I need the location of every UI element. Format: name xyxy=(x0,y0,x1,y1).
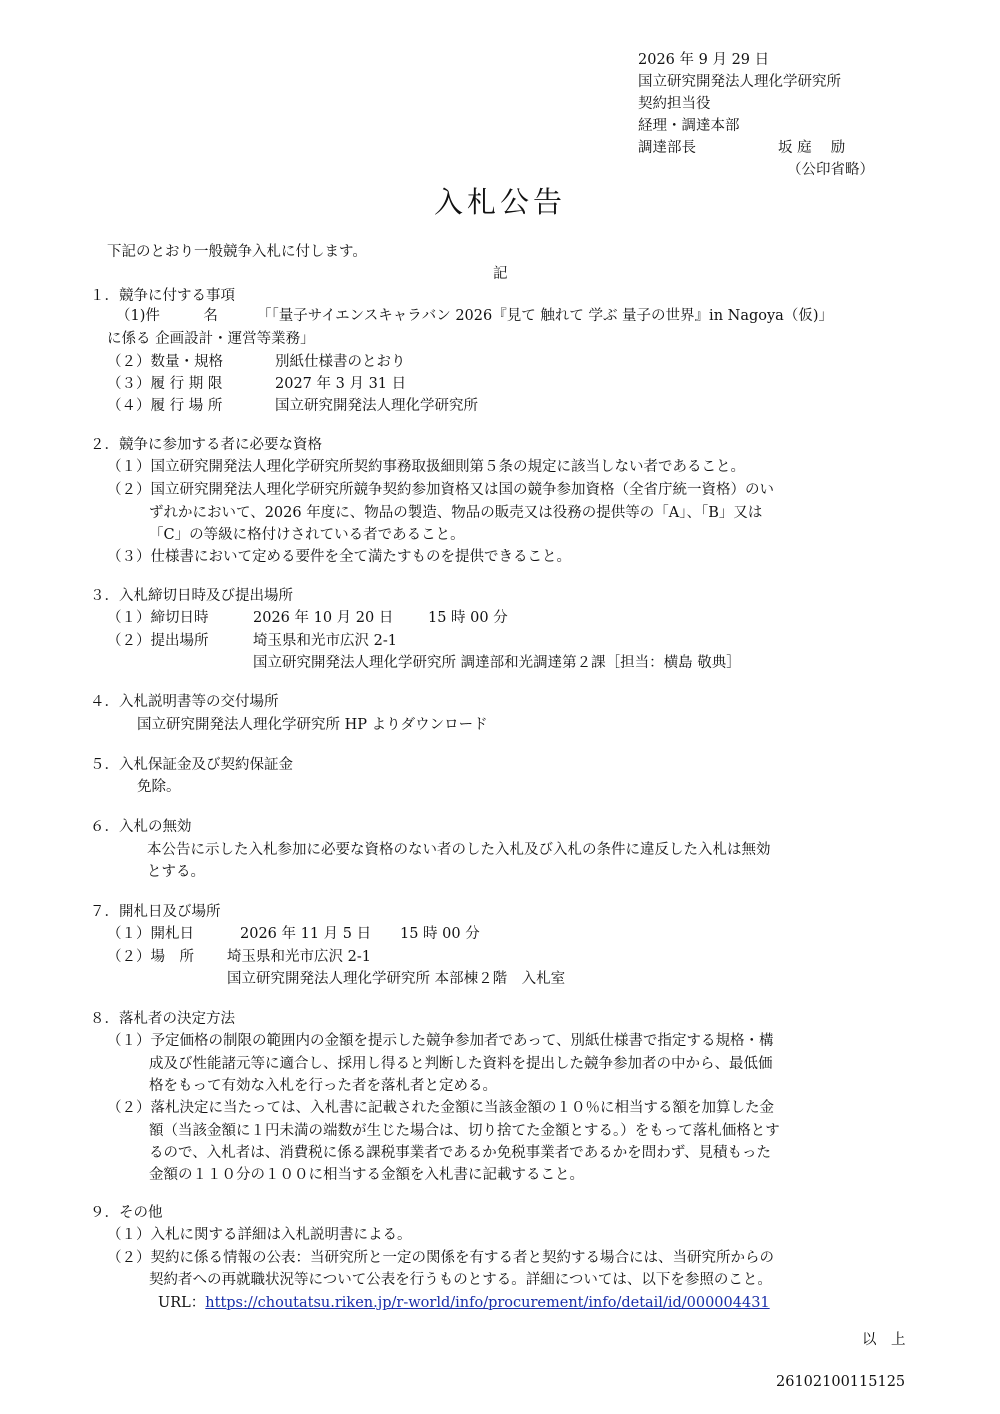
procurement-info-link[interactable]: https://choutatsu.riken.jp/r-world/info/procurement/info/detail/id/000004431 xyxy=(205,1295,770,1311)
s1-item1-label: （1)件 名 xyxy=(116,308,218,324)
s9-item2-line1: （２）契約に係る情報の公表：当研究所と一定の関係を有する者と契約する場合には、当研究所からの xyxy=(107,1250,774,1266)
s7-item1-label: （１）開札日 xyxy=(107,926,194,942)
s1-item2-text: 別紙仕様書のとおり xyxy=(275,354,406,370)
s7-opening-room: 国立研究開発法人理化学研究所 本部棟２階 入札室 xyxy=(227,971,566,987)
notice-date: 2026 年 9 月 29 日 xyxy=(638,52,770,68)
s1-item3-label: （３）履 行 期 限 xyxy=(107,376,223,392)
s1-item3-text: 2027 年 3 月 31 日 xyxy=(275,376,407,392)
s2-item2-line2: ずれかにおいて、2026 年度に、物品の製造、物品の販売又は役務の提供等の「A」、「B」又は xyxy=(149,505,763,521)
section-3-heading: ３．入札締切日時及び提出場所 xyxy=(90,588,293,604)
seal-omitted-note: （公印省略） xyxy=(787,162,874,178)
issuer-organization: 国立研究開発法人理化学研究所 xyxy=(638,74,841,90)
s8-item2-line3: るので、入札者は、消費税に係る課税事業者であるか免税事業者であるかを問わず、見積もった xyxy=(149,1145,772,1161)
s1-item1-continuation: に係る 企画設計・運営等業務」 xyxy=(107,331,315,347)
s1-item1-text: 「「量子サイエンスキャラバン 2026『見て 触れて 学ぶ 量子の世界』in Nagoya（仮)」 xyxy=(257,308,833,324)
ki-marker: 記 xyxy=(493,266,508,282)
section-1-heading: １．競争に付する事項 xyxy=(90,288,235,304)
s7-item2-label: （２）場 所 xyxy=(107,949,194,965)
document-number: 26102100115125 xyxy=(776,1374,906,1390)
s8-item2-line2: 額（当該金額に１円未満の端数が生じた場合は、切り捨てた金額とする。）をもって落札価格とす xyxy=(149,1123,780,1139)
s4-text: 国立研究開発法人理化学研究所 HP よりダウンロード xyxy=(137,717,488,733)
s6-text-line2: とする。 xyxy=(147,864,205,880)
s9-url-row xyxy=(158,1293,770,1313)
s9-item1: （１）入札に関する詳細は入札説明書による。 xyxy=(107,1227,412,1243)
s7-opening-time: 15 時 00 分 xyxy=(400,926,480,942)
s2-item2-line1: （２）国立研究開発法人理化学研究所競争契約参加資格又は国の競争参加資格（全省庁統一資格）のい xyxy=(107,482,774,498)
section-7-heading: ７．開札日及び場所 xyxy=(90,904,221,920)
document-title: 入札公告 xyxy=(433,185,566,219)
issuer-name: 坂 庭 励 xyxy=(778,140,846,156)
s8-item1-line3: 格をもって有効な入札を行った者を落札者と定める。 xyxy=(149,1078,497,1094)
closing-mark: 以 上 xyxy=(862,1332,906,1348)
s8-item1-line2: 成及び性能諸元等に適合し、採用し得ると判断した資料を提出した競争参加者の中から、最低価 xyxy=(149,1056,773,1072)
s1-item2-label: （２）数量・規格 xyxy=(107,354,223,370)
s8-item1-line1: （１）予定価格の制限の範囲内の金額を提示した競争参加者であって、別紙仕様書で指定する規格・構 xyxy=(107,1033,774,1049)
intro-text: 下記のとおり一般競争入札に付します。 xyxy=(107,244,367,260)
section-2-heading: ２．競争に参加する者に必要な資格 xyxy=(90,437,322,453)
s9-item2-line2: 契約者への再就職状況等について公表を行うものとする。詳細については、以下を参照のこと。 xyxy=(149,1272,772,1288)
s3-item1-label: （１）締切日時 xyxy=(107,610,209,626)
s7-opening-date: 2026 年 11 月 5 日 xyxy=(240,926,372,942)
s7-opening-address: 埼玉県和光市広沢 2-1 xyxy=(227,949,371,965)
section-6-heading: ６．入札の無効 xyxy=(90,819,192,835)
s9-url-label: URL： xyxy=(158,1295,206,1311)
s2-item1: （１）国立研究開発法人理化学研究所契約事務取扱細則第５条の規定に該当しない者であること。 xyxy=(107,459,745,475)
s2-item3: （３）仕様書において定める要件を全て満たすものを提供できること。 xyxy=(107,549,571,565)
issuer-department: 調達部長 xyxy=(638,140,696,156)
s3-item2-label: （２）提出場所 xyxy=(107,633,209,649)
s8-item2-line4: 金額の１１０分の１００に相当する金額を入札書に記載すること。 xyxy=(149,1167,584,1183)
s3-deadline-date: 2026 年 10 月 20 日 xyxy=(253,610,394,626)
s3-submission-office: 国立研究開発法人理化学研究所 調達部和光調達第２課［担当：横島 敬典］ xyxy=(253,655,741,671)
section-4-heading: ４．入札説明書等の交付場所 xyxy=(90,694,279,710)
issuer-division: 経理・調達本部 xyxy=(638,118,740,134)
s2-item2-line3: 「C」の等級に格付けされている者であること。 xyxy=(149,527,465,543)
s8-item2-line1: （２）落札決定に当たっては、入札書に記載された金額に当該金額の１０％に相当する額を加算した金 xyxy=(107,1100,774,1116)
s3-deadline-time: 15 時 00 分 xyxy=(428,610,508,626)
s5-text: 免除。 xyxy=(137,779,181,795)
s6-text-line1: 本公告に示した入札参加に必要な資格のない者のした入札及び入札の条件に違反した入札は無効 xyxy=(147,842,771,858)
s1-item4-text: 国立研究開発法人理化学研究所 xyxy=(275,398,478,414)
section-9-heading: ９．その他 xyxy=(90,1205,163,1221)
section-5-heading: ５．入札保証金及び契約保証金 xyxy=(90,757,293,773)
s3-submission-address: 埼玉県和光市広沢 2-1 xyxy=(253,633,397,649)
issuer-role: 契約担当役 xyxy=(638,96,711,112)
s1-item4-label: （４）履 行 場 所 xyxy=(107,398,223,414)
section-8-heading: ８．落札者の決定方法 xyxy=(90,1011,235,1027)
